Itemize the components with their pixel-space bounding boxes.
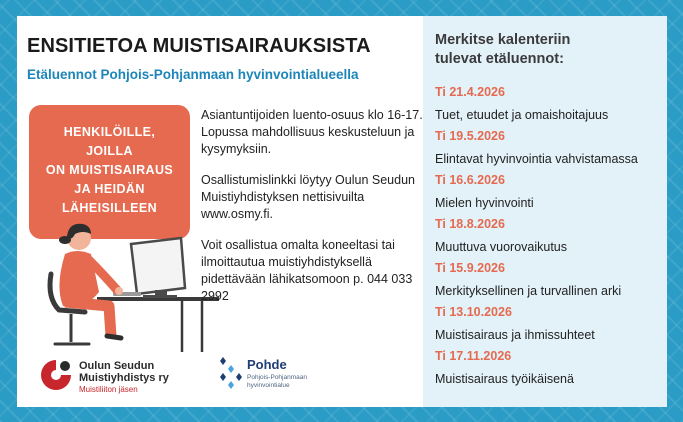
page-title: ENSITIETOA MUISTISAIRAUKSISTA [27, 35, 371, 57]
monitor [131, 238, 185, 294]
info-paragraph-attend: Voit osallistua omalta koneeltasi tai ilmoittautua muistiyhdistyksellä pidettävään lähikatsomoon p. 044 033 2992 [201, 238, 413, 303]
osmy-logo-icon [37, 356, 75, 396]
schedule-item [435, 345, 659, 389]
event-name: Muistisairaus työikäisenä [435, 372, 574, 386]
schedule-item [435, 81, 659, 125]
osmy-logo [37, 356, 217, 398]
osmy-name-line: Oulun Seudun [79, 360, 155, 372]
event-name: Tuet, etuudet ja omaishoitajuus [435, 108, 609, 122]
schedule-heading-line: Merkitse kalenteriin [435, 32, 571, 48]
event-info [201, 107, 433, 319]
person-ponytail [59, 236, 71, 244]
pohde-sub-line: hyvinvointialue [247, 382, 290, 389]
event-name: Mielen hyvinvointi [435, 196, 534, 210]
person-shoe [107, 336, 121, 338]
event-name: Muistisairaus ja ihmissuhteet [435, 328, 595, 342]
schedule-item [435, 257, 659, 301]
event-date: Ti 13.10.2026 [435, 305, 512, 319]
schedule-heading [435, 31, 570, 69]
osmy-name-line: Muistiyhdistys ry [79, 372, 169, 384]
info-paragraph-link: Osallistumislinkki löytyy Oulun Seudun Muistiyhdistyksen nettisivuilta www.osmy.fi. [201, 173, 415, 221]
person-hand [115, 287, 123, 295]
schedule-list [435, 81, 659, 389]
page-subtitle: Etäluennot Pohjois-Pohjanmaan hyvinvointialueella [27, 67, 359, 82]
badge-line: JA HEIDÄN [74, 182, 145, 196]
event-date: Ti 21.4.2026 [435, 85, 505, 99]
event-date: Ti 15.9.2026 [435, 261, 505, 275]
event-date: Ti 17.11.2026 [435, 349, 512, 363]
schedule-item [435, 213, 659, 257]
pohde-logo [217, 353, 337, 397]
monitor-base [143, 295, 177, 298]
info-paragraph-schedule: Asiantuntijoiden luento-osuus klo 16-17. Lopussa mahdollisuus keskusteluun ja kysymyksiin. [201, 108, 423, 156]
event-name: Muuttuva vuorovaikutus [435, 240, 568, 254]
event-date: Ti 18.8.2026 [435, 217, 505, 231]
pohde-logo-text: Pohde [247, 357, 287, 372]
event-name: Elintavat hyvinvointia vahvistamassa [435, 152, 638, 166]
pohde-logo-subtitle [247, 374, 307, 390]
schedule-heading-line: tulevat etäluennot: [435, 51, 564, 67]
badge-line: HENKILÖILLE, JOILLA [63, 125, 156, 158]
schedule-item [435, 169, 659, 213]
badge-line: LÄHEISILLEEN [61, 201, 158, 215]
osmy-logo-subtitle: Muistiliiton jäsen [79, 385, 138, 394]
badge-line: ON MUISTISAIRAUS [45, 163, 174, 177]
pohde-sub-line: Pohjois-Pohjanmaan [247, 374, 307, 381]
event-name: Merkityksellinen ja turvallinen arki [435, 284, 622, 298]
schedule-item [435, 125, 659, 169]
schedule-item [435, 301, 659, 345]
osmy-logo-text [79, 360, 169, 384]
pohde-logo-icon [217, 353, 245, 393]
event-date: Ti 19.5.2026 [435, 129, 505, 143]
poster-card [17, 16, 667, 407]
event-date: Ti 16.6.2026 [435, 173, 505, 187]
